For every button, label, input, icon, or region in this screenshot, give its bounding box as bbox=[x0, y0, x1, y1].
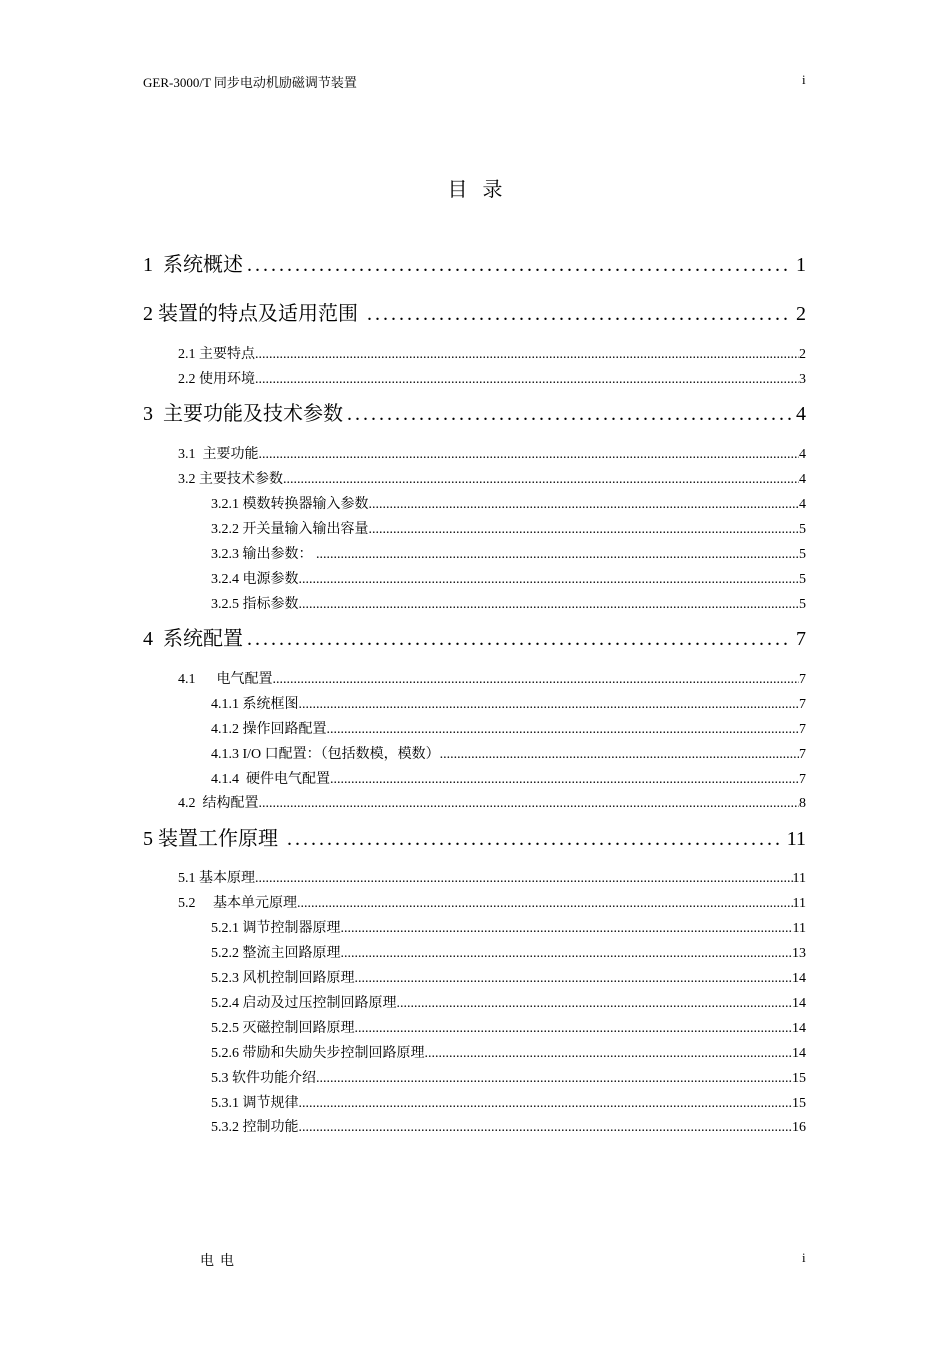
toc-dot-leader bbox=[259, 447, 800, 463]
toc-entry-label: 3.2 主要技术参数 bbox=[178, 472, 283, 487]
toc-entry-page: 2 bbox=[796, 303, 806, 325]
toc-entry-label: 4 系统配置 bbox=[143, 628, 243, 650]
toc-dot-leader bbox=[440, 747, 799, 763]
toc-dot-leader bbox=[316, 1071, 792, 1087]
toc-dot-leader bbox=[369, 522, 800, 538]
toc-entry-page: 7 bbox=[796, 628, 806, 650]
toc-entry[interactable] bbox=[211, 1092, 806, 1112]
toc-entry-page: 11 bbox=[792, 921, 806, 936]
toc-entry-label: 4.1 电气配置 bbox=[178, 672, 273, 687]
toc-entry[interactable] bbox=[211, 593, 806, 613]
toc-entry[interactable] bbox=[211, 518, 806, 538]
toc-entry-label: 5.3 软件功能介绍 bbox=[211, 1071, 316, 1086]
toc-entry-label: 4.1.4 硬件电气配置 bbox=[211, 772, 330, 787]
toc-dot-leader bbox=[397, 996, 793, 1012]
toc-dot-leader bbox=[355, 971, 793, 987]
toc-entry-page: 3 bbox=[799, 372, 806, 387]
toc-entry[interactable] bbox=[211, 1067, 806, 1087]
toc-entry-page: 11 bbox=[792, 896, 806, 911]
toc-entry-label: 2 装置的特点及适用范围 bbox=[143, 303, 363, 325]
toc-dot-leader bbox=[287, 828, 783, 851]
toc-entry-page: 16 bbox=[792, 1120, 806, 1135]
toc-dot-leader bbox=[255, 372, 799, 388]
toc-entry-label: 5 装置工作原理 bbox=[143, 828, 283, 850]
toc-entry-page: 4 bbox=[799, 472, 806, 487]
toc-entry-page: 11 bbox=[792, 871, 806, 886]
toc-dot-leader bbox=[259, 796, 800, 812]
toc-dot-leader bbox=[367, 303, 792, 326]
toc-entry-page: 4 bbox=[799, 447, 806, 462]
toc-dot-leader bbox=[299, 572, 800, 588]
toc-entry[interactable] bbox=[178, 368, 806, 388]
toc-entry-label: 5.2 基本单元原理 bbox=[178, 896, 297, 911]
toc-title: 目 录 bbox=[447, 179, 503, 201]
toc-entry-label: 3.2.3 输出参数： bbox=[211, 547, 316, 562]
toc-entry-page: 7 bbox=[799, 697, 806, 712]
toc-dot-leader bbox=[330, 772, 799, 788]
toc-entry-page: 15 bbox=[792, 1096, 806, 1111]
toc-entry-page: 5 bbox=[799, 597, 806, 612]
toc-dot-leader bbox=[255, 347, 799, 363]
toc-entry-page: 7 bbox=[799, 772, 806, 787]
toc-entry-label: 5.2.6 带励和失励失步控制回路原理 bbox=[211, 1046, 425, 1061]
toc-entry-label: 3.2.5 指标参数 bbox=[211, 597, 299, 612]
toc-entry-page: 4 bbox=[796, 403, 806, 425]
toc-entry[interactable] bbox=[211, 1042, 806, 1062]
toc-entry[interactable] bbox=[143, 622, 806, 650]
toc-entry[interactable] bbox=[178, 792, 806, 812]
toc-dot-leader bbox=[297, 896, 793, 912]
toc-dot-leader bbox=[255, 871, 793, 887]
toc-entry[interactable] bbox=[143, 822, 806, 850]
toc-dot-leader bbox=[299, 1096, 793, 1112]
toc-entry-label: 5.2.4 启动及过压控制回路原理 bbox=[211, 996, 397, 1011]
toc-entry[interactable] bbox=[143, 397, 806, 425]
toc-entry-label: 2.2 使用环境 bbox=[178, 372, 255, 387]
toc-entry-page: 5 bbox=[799, 572, 806, 587]
toc-entry-page: 5 bbox=[799, 522, 806, 537]
toc-entry[interactable] bbox=[211, 543, 806, 563]
toc-dot-leader bbox=[347, 403, 792, 426]
toc-entry-page: 13 bbox=[792, 946, 806, 961]
toc-dot-leader bbox=[283, 472, 799, 488]
toc-entry-label: 5.2.2 整流主回路原理 bbox=[211, 946, 341, 961]
toc-entry[interactable] bbox=[178, 668, 806, 688]
toc-entry-page: 4 bbox=[799, 497, 806, 512]
toc-dot-leader bbox=[341, 946, 793, 962]
toc-entry[interactable] bbox=[211, 1116, 806, 1136]
toc-entry[interactable] bbox=[178, 867, 806, 887]
footer-page-number: i bbox=[802, 1250, 806, 1265]
toc-entry-page: 11 bbox=[786, 828, 806, 850]
toc-entry[interactable] bbox=[211, 942, 806, 962]
toc-entry-label: 4.1.1 系统框图 bbox=[211, 697, 299, 712]
toc-entry-label: 3.1 主要功能 bbox=[178, 447, 259, 462]
toc-entry-label: 5.2.3 风机控制回路原理 bbox=[211, 971, 355, 986]
toc-dot-leader bbox=[355, 1021, 793, 1037]
toc-entry[interactable] bbox=[178, 443, 806, 463]
toc-entry[interactable] bbox=[211, 1017, 806, 1037]
toc-entry-label: 2.1 主要特点 bbox=[178, 347, 255, 362]
toc-entry[interactable] bbox=[211, 967, 806, 987]
toc-entry[interactable] bbox=[211, 493, 806, 513]
toc-dot-leader bbox=[299, 597, 800, 613]
toc-dot-leader bbox=[369, 497, 800, 513]
toc-dot-leader bbox=[327, 722, 800, 738]
toc-dot-leader bbox=[341, 921, 793, 937]
toc-entry[interactable] bbox=[211, 768, 806, 788]
toc-entry-label: 5.2.5 灭磁控制回路原理 bbox=[211, 1021, 355, 1036]
toc-entry-page: 14 bbox=[792, 1021, 806, 1036]
toc-entry-label: 4.1.2 操作回路配置 bbox=[211, 722, 327, 737]
toc-dot-leader bbox=[425, 1046, 793, 1062]
toc-entry-page: 15 bbox=[792, 1071, 806, 1086]
toc-entry[interactable] bbox=[211, 743, 806, 763]
toc-entry[interactable] bbox=[211, 568, 806, 588]
toc-entry-page: 14 bbox=[792, 1046, 806, 1061]
toc-entry-label: 5.3.2 控制功能 bbox=[211, 1120, 299, 1135]
toc-dot-leader bbox=[316, 547, 799, 563]
toc-entry-label: 3.2.2 开关量输入输出容量 bbox=[211, 522, 369, 537]
footer-text: 电电 bbox=[200, 1254, 240, 1269]
toc-dot-leader bbox=[299, 1120, 793, 1136]
toc-dot-leader bbox=[247, 254, 792, 277]
toc-entry[interactable] bbox=[211, 718, 806, 738]
toc-entry-page: 8 bbox=[799, 796, 806, 811]
toc-entry[interactable] bbox=[143, 248, 806, 276]
toc-entry-page: 1 bbox=[796, 254, 806, 276]
toc-entry-page: 5 bbox=[799, 547, 806, 562]
toc-entry[interactable] bbox=[178, 892, 806, 912]
toc-entry[interactable] bbox=[143, 297, 806, 325]
toc-entry[interactable] bbox=[178, 343, 806, 363]
toc-entry-page: 14 bbox=[792, 971, 806, 986]
toc-entry-label: 3.2.4 电源参数 bbox=[211, 572, 299, 587]
toc-dot-leader bbox=[299, 697, 800, 713]
header-title: GER-3000/T 同步电动机励磁调节装置 bbox=[143, 75, 357, 90]
toc-entry-label: 5.3.1 调节规律 bbox=[211, 1096, 299, 1111]
toc-entry-page: 2 bbox=[799, 347, 806, 362]
toc-entry[interactable] bbox=[211, 693, 806, 713]
toc-entry-label: 3.2.1 模数转换器输入参数 bbox=[211, 497, 369, 512]
toc-dot-leader bbox=[273, 672, 800, 688]
toc-entry[interactable] bbox=[211, 992, 806, 1012]
toc-entry-label: 5.1 基本原理 bbox=[178, 871, 255, 886]
toc-entry-label: 4.2 结构配置 bbox=[178, 796, 259, 811]
toc-entry-page: 7 bbox=[799, 747, 806, 762]
toc-entry[interactable] bbox=[211, 917, 806, 937]
toc-entry-label: 5.2.1 调节控制器原理 bbox=[211, 921, 341, 936]
toc-entry-page: 14 bbox=[792, 996, 806, 1011]
header-page-number: i bbox=[802, 72, 806, 87]
toc-entry-page: 7 bbox=[799, 722, 806, 737]
toc-entry-label: 4.1.3 I/O 口配置：（包括数模，模数） bbox=[211, 747, 440, 762]
toc-entry-label: 3 主要功能及技术参数 bbox=[143, 403, 343, 425]
toc-entry-label: 1 系统概述 bbox=[143, 254, 243, 276]
toc-entry[interactable] bbox=[178, 468, 806, 488]
toc-entry-page: 7 bbox=[799, 672, 806, 687]
toc-dot-leader bbox=[247, 628, 792, 651]
